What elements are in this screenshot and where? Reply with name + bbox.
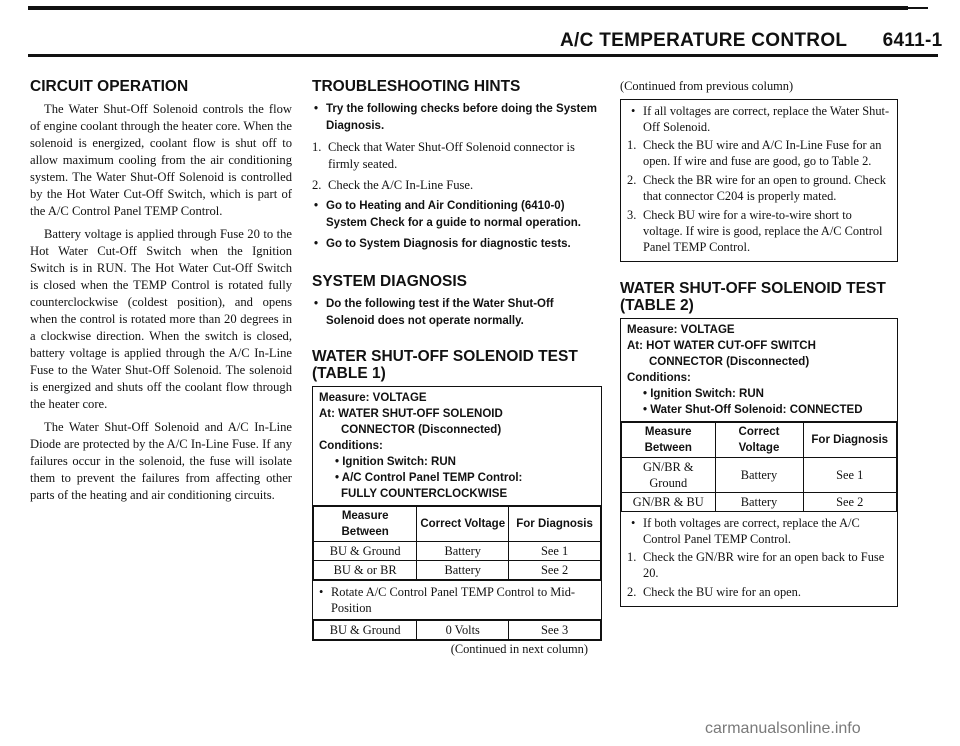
list-item: 2. Check the BR wire for an open to ground. Check that connector C204 is properly mated.: [627, 173, 886, 203]
table-header-row: Measure Between Correct Voltage For Diagnosis: [314, 507, 601, 542]
page-number: 6411-1: [882, 30, 943, 51]
top-rule: [28, 6, 908, 10]
list-item: 3. Check BU wire for a wire-to-wire short to voltage. If wire is good, replace the A/C Control Panel TEMP Control.: [627, 208, 883, 254]
continued-note: (Continued in next column): [450, 642, 588, 656]
list-item: 1. Check the BU wire and A/C In-Line Fuse for an open. If wire and fuse are good, go to Table 2.: [627, 138, 882, 168]
continued-from-note: (Continued from previous column): [620, 79, 794, 93]
table1-part2: [313, 620, 601, 640]
table1-heading: WATER SHUT-OFF SOLENOID TEST (TABLE 1): [312, 348, 578, 382]
table-row: BU & Ground 0 Volts See 3: [314, 621, 601, 640]
paragraph: The Water Shut-Off Solenoid controls the flow of engine coolant through the heater core. When the solenoid is energized, coolant flow is shut off to allow maximum cooling from the air conditioning system. The Water Shut-Off Solenoid is controlled by the Hot Water Cut-Off Switch, which is part of the A/C Control Panel TEMP Control.: [30, 102, 292, 218]
diagnosis-bullet: • Do the following test if the Water Shut-Off Solenoid does not operate normally.: [312, 296, 602, 330]
table2: [621, 422, 897, 512]
table1-conditions: Measure: VOLTAGE At: WATER SHUT-OFF SOLENOID CONNECTOR (Disconnected) Conditions: • Ignition Switch: RUN • A/C Control Panel TEMP Control: FULLY COUNTERCLOCKWISE: [313, 387, 601, 506]
table1: [313, 506, 601, 580]
table-row: BU & or BR Battery See 2: [314, 561, 601, 580]
circuit-operation-heading: CIRCUIT OPERATION: [30, 78, 189, 95]
list-item: 2. Check the BU wire for an open.: [627, 585, 801, 599]
page-header: [560, 30, 943, 52]
troubleshooting-heading: TROUBLESHOOTING HINTS: [312, 78, 521, 95]
step: 2. Check the A/C In-Line Fuse.: [312, 178, 474, 192]
system-diagnosis-heading: SYSTEM DIAGNOSIS: [312, 273, 468, 290]
table2-conditions: Measure: VOLTAGE At: HOT WATER CUT-OFF SWITCH CONNECTOR (Disconnected) Conditions: • Ignition Switch: RUN • Water Shut-Off Solenoid: CONNECTED: [621, 319, 897, 422]
table2-heading: WATER SHUT-OFF SOLENOID TEST (TABLE 2): [620, 280, 886, 314]
circuit-operation-column: [30, 78, 292, 510]
top-rule-tail: [908, 7, 928, 9]
table-row: BU & Ground Battery See 1: [314, 542, 601, 561]
header-rule: [28, 54, 938, 57]
step: 1. Check that Water Shut-Off Solenoid connector is firmly seated.: [312, 140, 575, 171]
watermark: carmanualsonline.info: [705, 720, 861, 737]
table2-box: [620, 318, 898, 607]
diagnosis-box: [620, 99, 898, 262]
page-title: A/C TEMPERATURE CONTROL: [560, 30, 847, 51]
hint-bullet: • Go to Heating and Air Conditioning (6410-0) System Check for a guide to normal operation.: [312, 198, 602, 232]
list-item: • If both voltages are correct, replace the A/C Control Panel TEMP Control.: [627, 515, 891, 547]
paragraph: The Water Shut-Off Solenoid and A/C In-Line Diode are protected by the A/C In-Line Fuse. If any failures occur in the solenoid, the fuse will isolate them to prevent the failures from affecting other parts of the heating and air conditioning circuits.: [30, 420, 292, 502]
table-row: GN/BR & Ground Battery See 1: [622, 458, 897, 493]
hint-bullet: • Go to System Diagnosis for diagnostic tests.: [312, 236, 602, 253]
list-item: • If all voltages are correct, replace the Water Shut-Off Solenoid.: [627, 103, 891, 135]
table1-box: [312, 386, 602, 641]
list-item: 1. Check the GN/BR wire for an open back to Fuse 20.: [627, 550, 885, 580]
table-header-row: Measure Between Correct Voltage For Diagnosis: [622, 423, 897, 458]
continued-column: [620, 78, 898, 607]
hint-bullet: • Try the following checks before doing the System Diagnosis.: [312, 101, 602, 135]
troubleshooting-column: [312, 78, 602, 658]
table1-note: • Rotate A/C Control Panel TEMP Control to Mid-Position: [313, 580, 601, 620]
paragraph: Battery voltage is applied through Fuse 20 to the Hot Water Cut-Off Switch when the Ignition Switch is in RUN. The Hot Water Cut-Off Switch is closed when the TEMP Control is rotated fully counterclockwise (coldest position), and opens when the control is rotated more than 20 degrees in a clockwise direction. When the switch is closed, battery voltage is applied through the A/C In-Line Fuse to the Water Shut-Off Solenoid. The solenoid is energized and shuts off the coolant flow through the heater core.: [30, 227, 292, 411]
table-row: GN/BR & BU Battery See 2: [622, 493, 897, 512]
